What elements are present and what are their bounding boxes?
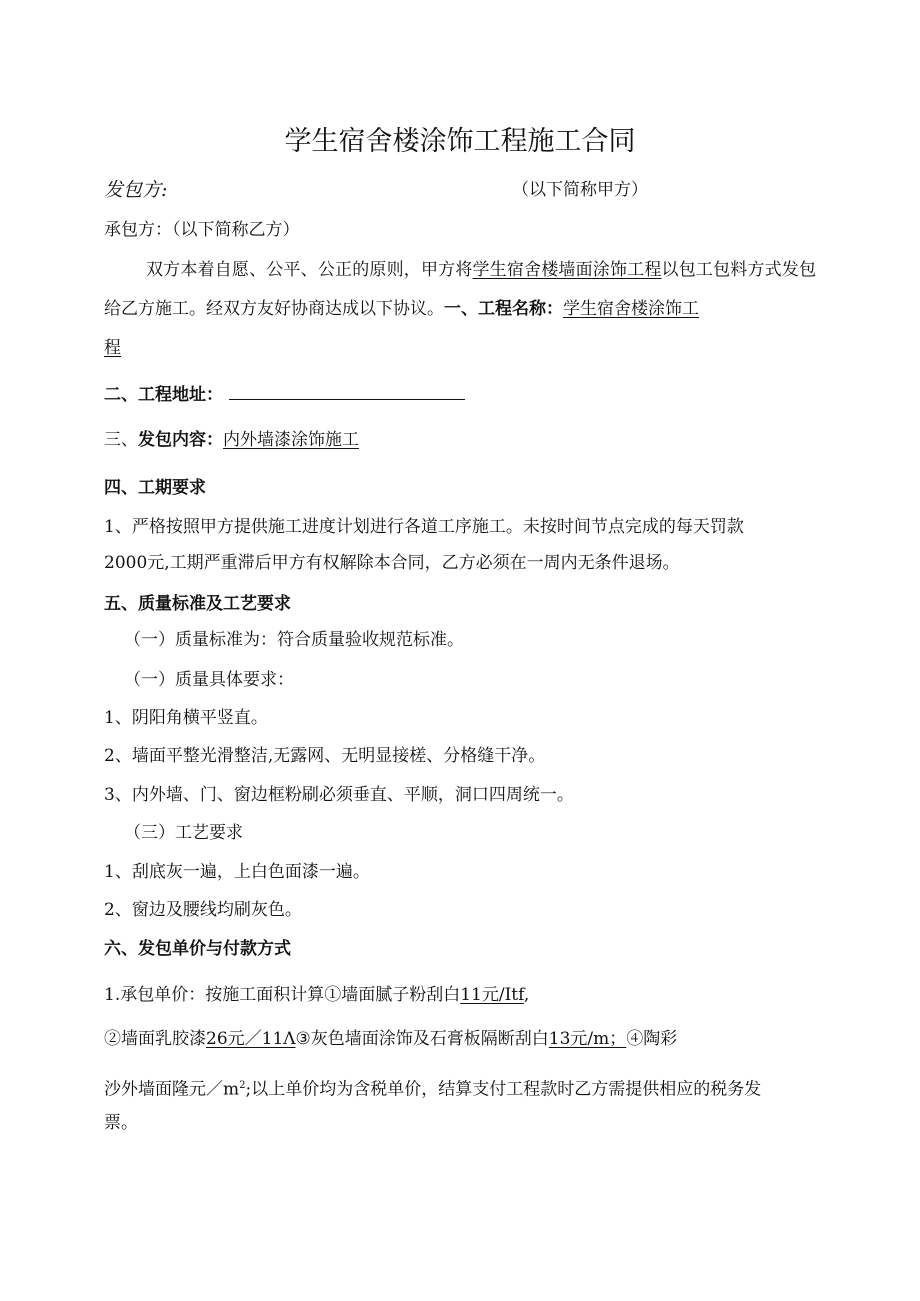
tax-note: ;以上单价均为含税单价，结算支付工程款时乙方需提供相应的税务发 — [245, 1079, 762, 1100]
section-4-heading: 四、工期要求 — [104, 478, 206, 498]
putty-price: 11元/Itf — [460, 985, 524, 1005]
square-superscript: 2 — [239, 1080, 246, 1091]
unit-price-intro: 1.承包单价：按施工面积计算①墙面腻子粉刮白 — [104, 985, 461, 1005]
intro-underlined-project: 学生宿舍楼墙面涂饰工程 — [472, 260, 662, 280]
section-3-number: 三、 — [104, 430, 138, 450]
section-5-b2: 2、墙面平整光滑整洁,无露网、无明显接槎、分格缝干净。 — [104, 746, 546, 766]
section-6-heading: 六、发包单价与付款方式 — [104, 939, 291, 959]
section-5-c: （三）工艺要求 — [124, 823, 243, 843]
section-4-line-2: 2000元,工期严重滞后甲方有权解除本合同，乙方必须在一周内无条件退场。 — [104, 553, 680, 573]
section-6-line-4: 票。 — [104, 1113, 138, 1133]
section-6-line-1 — [104, 983, 820, 1007]
section-2-line — [104, 383, 820, 407]
section-5-heading: 五、质量标准及工艺要求 — [104, 594, 291, 614]
section-1-value-b: 程 — [104, 338, 121, 358]
section-1-label: 一、工程名称： — [444, 299, 563, 319]
address-blank-line — [229, 383, 465, 400]
ceramic-sand-label: ④陶彩 — [626, 1029, 678, 1049]
latex-paint-label: ②墙面乳胶漆 — [104, 1029, 206, 1049]
gray-coating-price: 13元/m； — [548, 1029, 627, 1049]
section-1-value-a: 学生宿舍楼涂饰工 — [563, 299, 699, 319]
section-5-b3: 3、内外墙、门、窗边框粉刷必须垂直、平顺，洞口四周统一。 — [104, 785, 574, 805]
section-5-c2: 2、窗边及腰线均刷灰色。 — [104, 900, 302, 920]
section-5-b: （一）质量具体要求： — [124, 670, 294, 690]
page-title: 学生宿舍楼涂饰工程施工合同 — [284, 126, 636, 157]
section-3-line — [104, 428, 820, 452]
section-4-line-1: 1、严格按照甲方提供施工进度计划进行各道工序施工。未按时间节点完成的每天罚款 — [104, 517, 744, 537]
section-3-value: 内外墙漆涂饰施工 — [223, 430, 359, 450]
section-5-a: （一）质量标准为：符合质量验收规范标准。 — [124, 630, 464, 650]
party-b-line: 承包方：（以下简称乙方） — [104, 220, 300, 240]
gray-coating-label: ③灰色墙面涂饰及石膏板隔断刮白 — [295, 1029, 549, 1049]
party-a-line — [104, 178, 820, 203]
section-6-line-3 — [104, 1074, 820, 1102]
section-5-b1: 1、阴阳角横平竖直。 — [104, 708, 268, 728]
exterior-wall-price: 沙外墙面隆元／m — [104, 1079, 240, 1100]
intro-text-1: 双方本着自愿、公平、公正的原则，甲方将 — [146, 260, 473, 280]
intro-paragraph — [104, 251, 816, 368]
section-5-c1: 1、刮底灰一遍，上白色面漆一遍。 — [104, 862, 370, 882]
party-a-label: 发包方: — [104, 179, 168, 201]
section-6-line-2 — [104, 1027, 820, 1051]
latex-paint-price: 26元／11Λ — [206, 1029, 296, 1049]
section-2-label: 二、工程地址： — [104, 385, 223, 405]
section-3-label: 发包内容： — [138, 430, 223, 450]
intro-text-2: 以包工包料方式发包给乙方施工。经双方友好协商达成以下协议。 — [104, 260, 817, 319]
party-a-note: （以下简称甲方） — [512, 180, 648, 200]
comma: , — [523, 985, 530, 1005]
